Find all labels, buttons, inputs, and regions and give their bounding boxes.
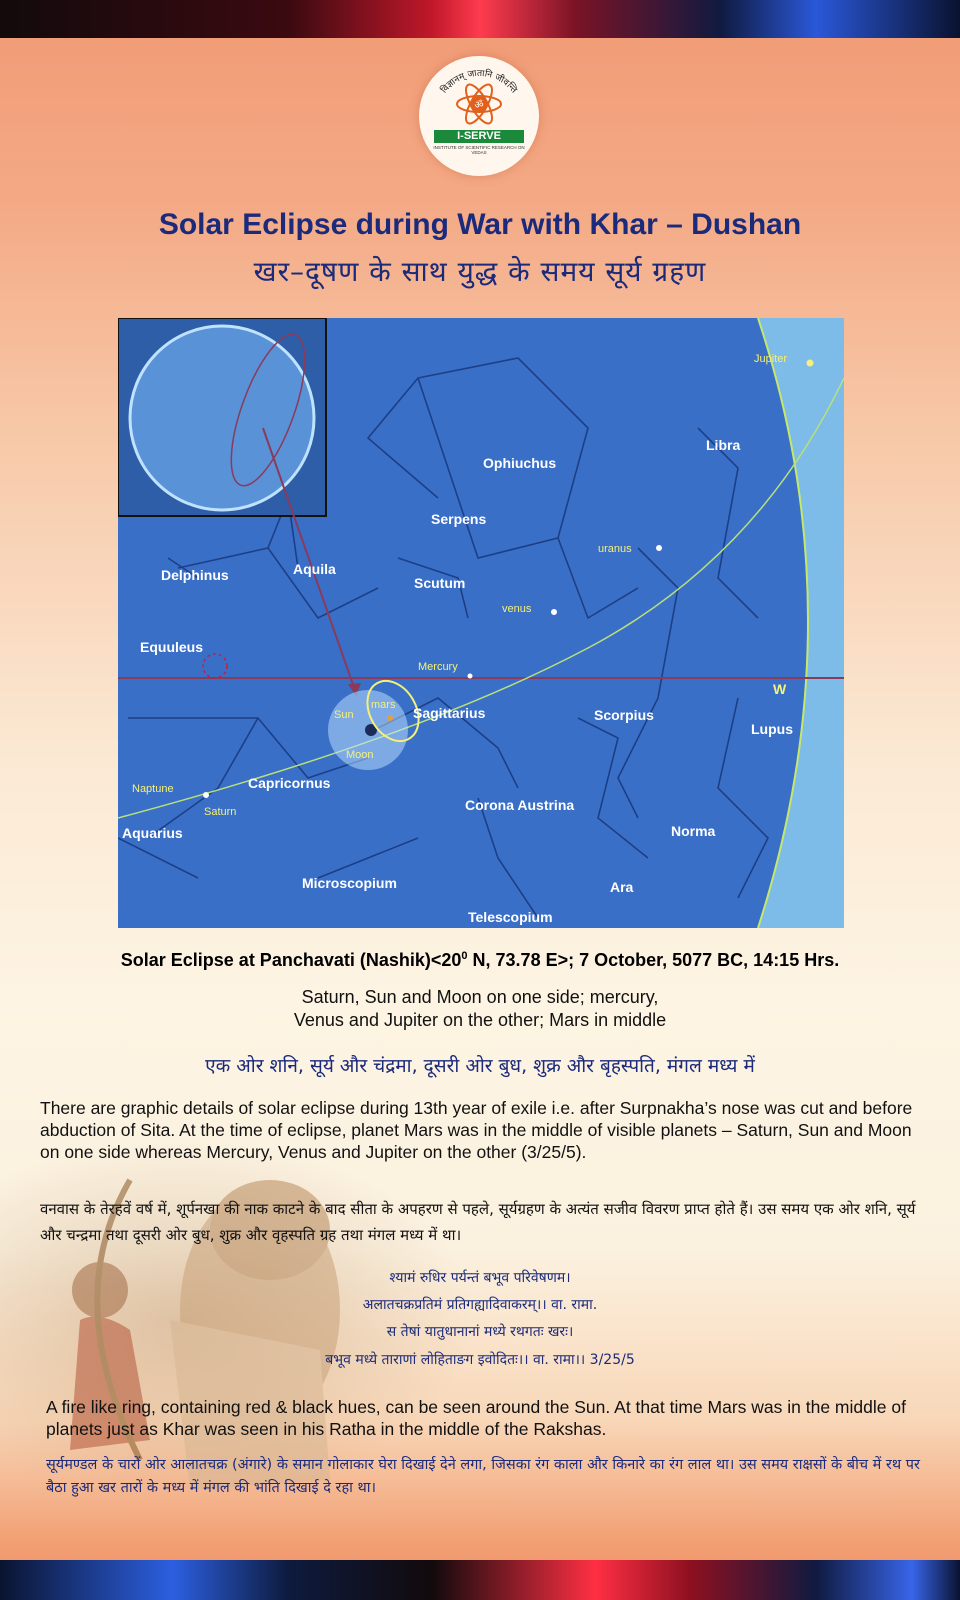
- jupiter-dot: [807, 360, 814, 367]
- label-norma: Norma: [671, 823, 716, 839]
- map-caption: [0, 950, 960, 971]
- paragraph-hindi-1: वनवास के तेरहवें वर्ष में, शूर्पनखा की नाक काटने के बाद सीता के अपहरण से पहले, सूर्यग्रहण के अत्यंत सजीव विवरण प्राप्त होते हैं। उस समय एक ओर शनि, सूर्य और चन्द्रमा तथा दूसरी ओर बुध, शुक्र और वृहस्पति ग्रह तथा मंगल मध्य में था।: [40, 1200, 916, 1244]
- page-title: Solar Eclipse during War with Khar – Dushan: [158, 208, 802, 241]
- shloka-line-4: बभूव मध्ये ताराणां लोहिताङग इवोदितः।। वा. रामा।। 3/25/5: [325, 1352, 635, 1368]
- caption-summary-line2: Venus and Jupiter on the other; Mars in middle: [293, 1010, 667, 1030]
- caption-summary: [0, 986, 960, 1032]
- label-microscopium: Microscopium: [302, 875, 397, 891]
- label-corona-austrina: Corona Austrina: [465, 797, 575, 813]
- label-scutum: Scutum: [414, 575, 466, 591]
- label-sagittarius: Sagittarius: [413, 705, 486, 721]
- label-neptune: Naptune: [132, 783, 174, 795]
- paragraph-english-2: A fire like ring, containing red & black hues, can be seen around the Sun. At that time Mars was in the middle of planets just as Khar was seen in his Ratha in the middle of the Rakshas.: [46, 1397, 906, 1439]
- venus-dot: [551, 609, 557, 615]
- paragraph-english-1: There are graphic details of solar eclipse during 13th year of exile i.e. after Surpnakha’s nose was cut and before abduction of Sita. At the time of eclipse, planet Mars was in the middle of visible planets – Saturn, Sun and Moon on one side whereas Mercury, Venus and Jupiter on the other (3/25/5).: [40, 1098, 913, 1162]
- caption-degree: 0: [461, 950, 468, 962]
- caption-suffix: N, 73.78 E>; 7 October, 5077 BC, 14:15 Hrs.: [467, 950, 840, 970]
- label-mercury: Mercury: [418, 661, 458, 673]
- om-atom-icon: [419, 56, 539, 176]
- top-decorative-band: [0, 0, 960, 38]
- label-saturn: Saturn: [204, 806, 237, 818]
- label-libra: Libra: [706, 437, 741, 453]
- label-telescopium: Telescopium: [468, 909, 553, 925]
- mercury-dot: [468, 674, 473, 679]
- label-ophiuchus: Ophiuchus: [483, 455, 557, 471]
- i-serve-logo: [419, 56, 539, 176]
- label-aquila: Aquila: [293, 561, 336, 577]
- label-uranus: uranus: [598, 543, 632, 555]
- svg-text:ॐ: ॐ: [474, 100, 484, 111]
- label-equuleus: Equuleus: [140, 639, 204, 655]
- saturn-dot: [203, 792, 209, 798]
- caption-hindi: एक ओर शनि, सूर्य और चंद्रमा, दूसरी ओर बुध, शुक्र और बृहस्पति, मंगल मध्य में: [205, 1055, 755, 1077]
- label-scorpius: Scorpius: [594, 707, 654, 723]
- inset-globe: [130, 326, 314, 510]
- bottom-decorative-band: [0, 1560, 960, 1600]
- label-direction-west: W: [773, 681, 787, 697]
- logo-banner: I-SERVE: [434, 130, 524, 143]
- shloka-line-1: श्यामं रुधिर पर्यन्तं बभूव परिवेषणम।: [389, 1270, 571, 1286]
- logo-arc-text: विज्ञानम् जातानि जीवन्ति: [439, 68, 519, 96]
- shloka-line-2: अलातचक्रप्रतिमं प्रतिगह्यादिवाकरम्।। वा. रामा.: [362, 1297, 598, 1313]
- shloka-line-3: स तेषां यातुधानानां मध्ये रथगतः खरः।: [386, 1324, 574, 1340]
- label-delphinus: Delphinus: [161, 567, 229, 583]
- mars-dot: [387, 715, 393, 721]
- label-jupiter: Jupiter: [754, 353, 788, 365]
- label-moon: Moon: [346, 749, 374, 761]
- label-serpens: Serpens: [431, 511, 487, 527]
- sky-map: [118, 318, 844, 928]
- label-mars: mars: [371, 699, 396, 711]
- label-venus: venus: [502, 603, 532, 615]
- paragraph-hindi-2: सूर्यमण्डल के चारों ओर आलातचक्र (अंगारे) के समान गोलाकार घेरा दिखाई देने लगा, जिसका रंग काला और किनारे का रंग लाल था। उस समय राक्षसों के बीच में रथ पर बैठा हुआ खर तारों के मध्य में मंगल की भांति दिखाई दे रहा था।: [46, 1457, 920, 1496]
- page-title-hindi: खर–दूषण के साथ युद्ध के समय सूर्य ग्रहण: [253, 255, 707, 288]
- label-aquarius: Aquarius: [122, 825, 183, 841]
- label-ara: Ara: [610, 879, 634, 895]
- label-capricornus: Capricornus: [248, 775, 331, 791]
- caption-summary-line1: Saturn, Sun and Moon on one side; mercury,: [301, 987, 659, 1007]
- uranus-dot: [656, 545, 662, 551]
- logo-subtitle: INSTITUTE OF SCIENTIFIC RESEARCH ON VEDAS: [433, 145, 525, 155]
- label-lupus: Lupus: [751, 721, 793, 737]
- caption-prefix: Solar Eclipse at Panchavati (Nashik)<20: [120, 950, 462, 970]
- label-sun: Sun: [334, 709, 354, 721]
